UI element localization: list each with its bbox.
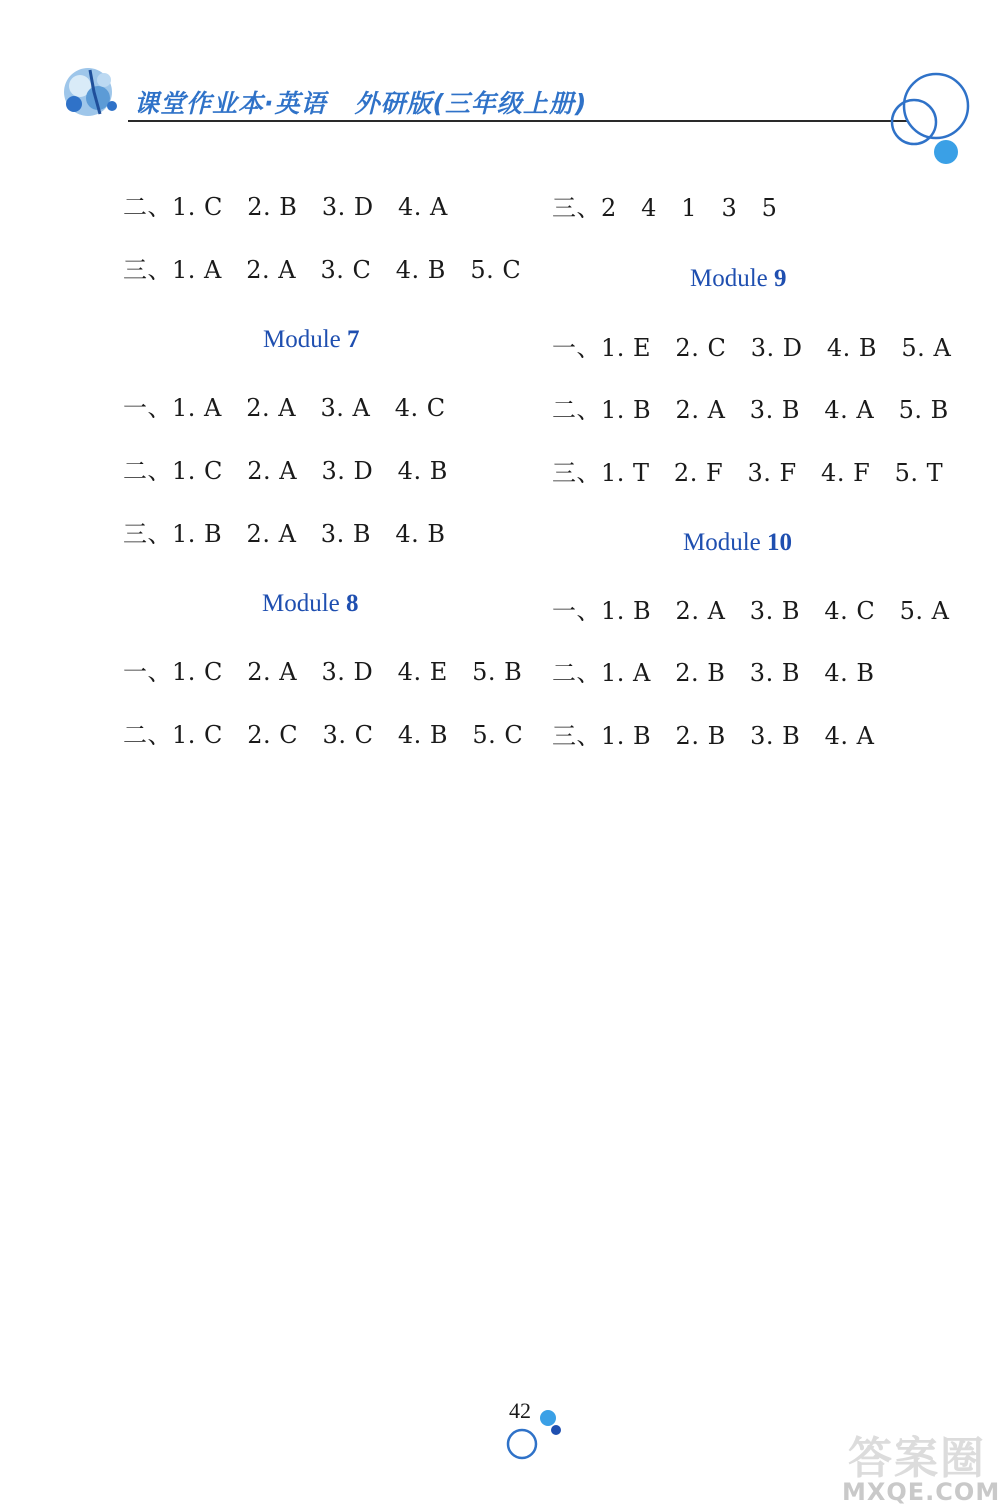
answer-line: 一、1. C 2. A 3. D 4. E 5. B	[123, 658, 523, 686]
decorative-circles-icon	[880, 70, 980, 180]
module-number: 10	[767, 529, 793, 556]
answer-line: 三、1. T 2. F 3. F 4. F 5. T	[552, 459, 944, 487]
answer-line: 一、1. E 2. C 3. D 4. B 5. A	[552, 334, 952, 362]
blossom-logo-icon	[60, 62, 132, 122]
answer-line: 二、1. C 2. C 3. C 4. B 5. C	[123, 721, 524, 749]
watermark-domain: MXQE.COM	[842, 1478, 1000, 1506]
module-10-heading	[683, 525, 792, 561]
watermark-logo-text: 答案圈	[848, 1433, 986, 1484]
site-watermark	[842, 1416, 1000, 1508]
answer-line: 一、1. B 2. A 3. B 4. C 5. A	[552, 597, 950, 625]
answer-line: 三、1. B 2. A 3. B 4. B	[123, 520, 446, 548]
module-label: Module	[690, 265, 768, 292]
module-label: Module	[262, 590, 340, 617]
module-label: Module	[263, 326, 341, 353]
answer-line: 二、1. C 2. B 3. D 4. A	[123, 193, 448, 221]
answer-line: 二、1. A 2. B 3. B 4. B	[552, 659, 875, 687]
answer-line: 二、1. C 2. A 3. D 4. B	[123, 457, 448, 485]
header-title-subject: 课堂作业本·英语	[134, 89, 327, 118]
answer-line: 一、1. A 2. A 3. A 4. C	[123, 394, 446, 422]
answer-line: 三、2 4 1 3 5	[552, 194, 778, 222]
module-number: 9	[774, 265, 787, 292]
module-number: 7	[347, 326, 360, 353]
answer-line: 二、1. B 2. A 3. B 4. A 5. B	[552, 396, 949, 424]
module-label: Module	[683, 529, 761, 556]
answer-line: 三、1. B 2. B 3. B 4. A	[552, 722, 875, 750]
header-title-edition: 外研版(三年级上册)	[354, 89, 588, 118]
page-header	[0, 0, 1000, 190]
answer-line: 三、1. A 2. A 3. C 4. B 5. C	[123, 256, 522, 284]
page-number: 42	[509, 1398, 531, 1423]
module-7-heading	[263, 322, 360, 358]
header-title	[134, 86, 587, 122]
module-number: 8	[346, 590, 359, 617]
module-8-heading	[262, 586, 359, 622]
module-9-heading	[690, 261, 787, 297]
header-rule	[128, 120, 908, 122]
